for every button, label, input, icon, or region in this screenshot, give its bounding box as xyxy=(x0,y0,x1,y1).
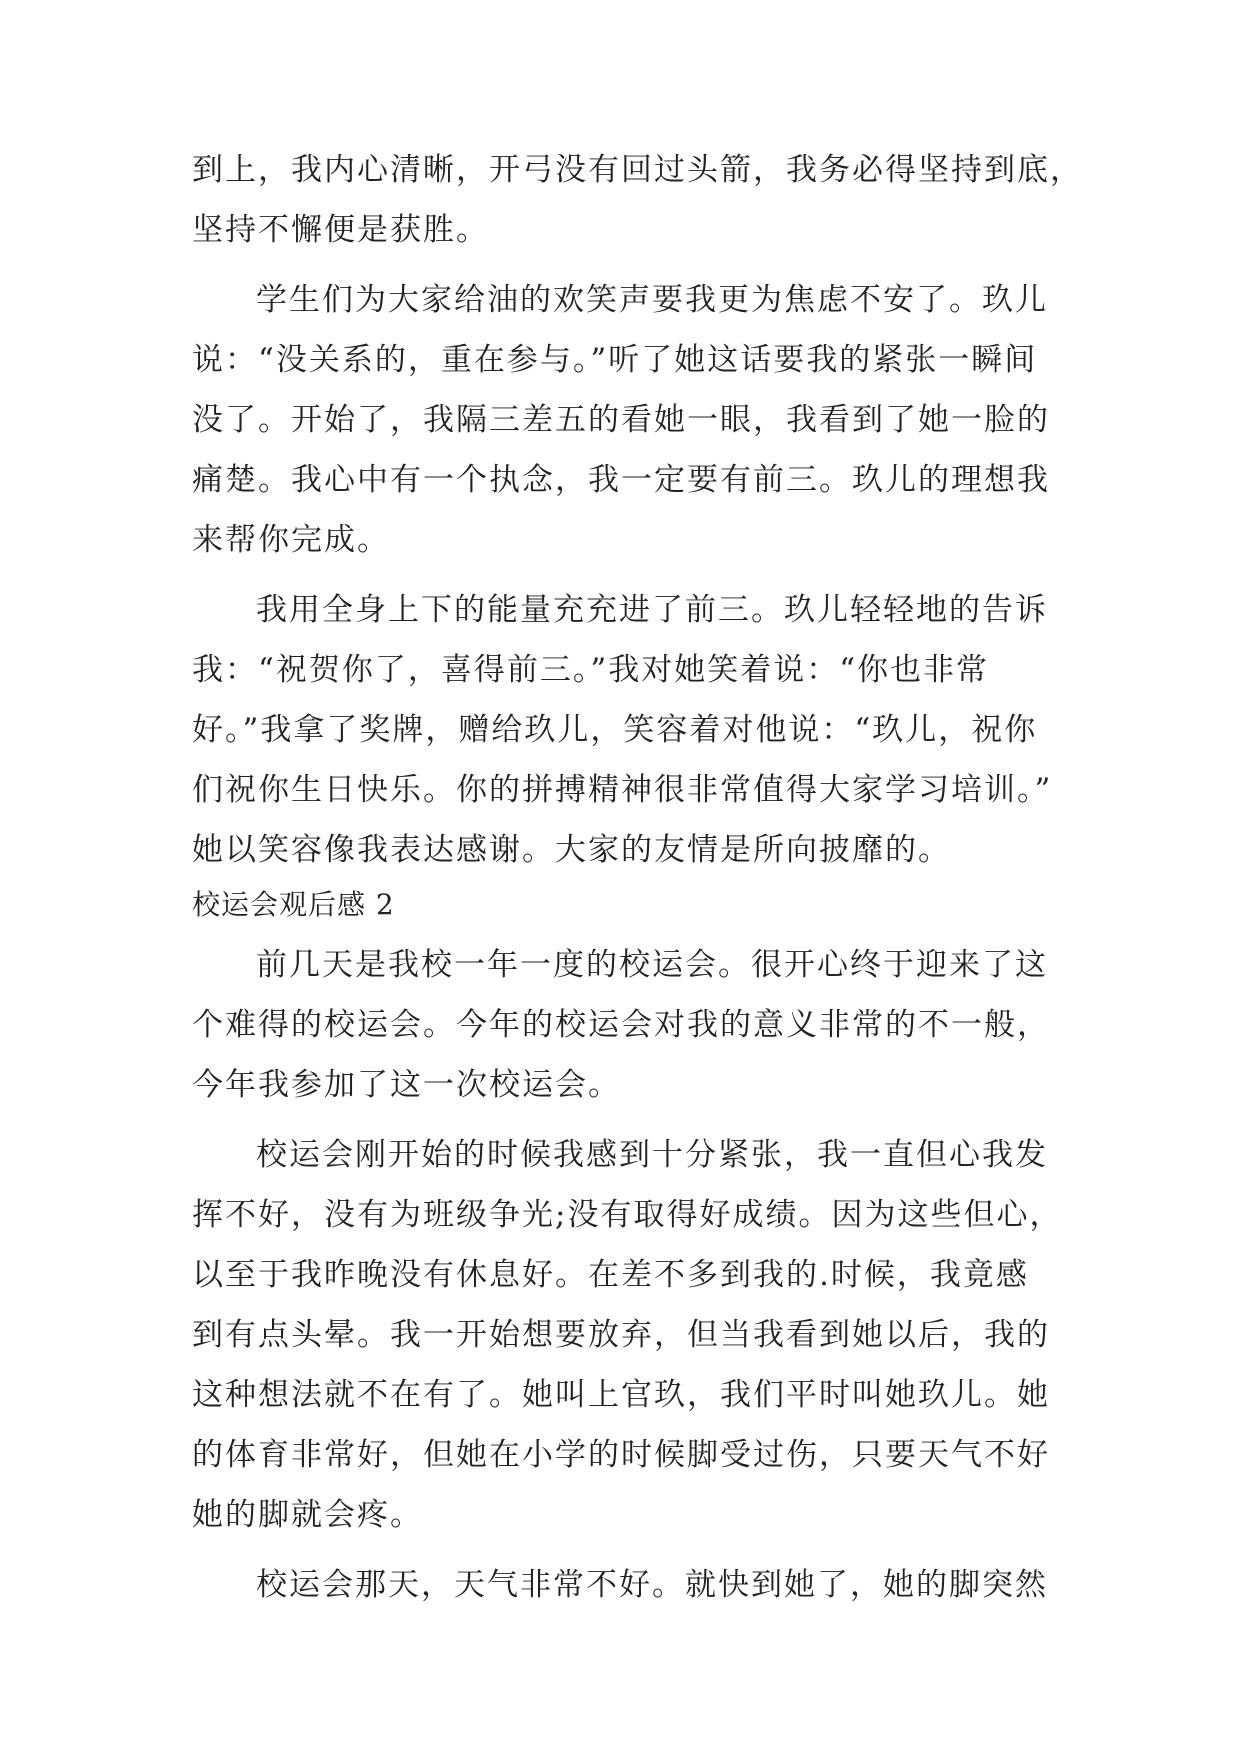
text-line: 挥不好，没有为班级争光;没有取得好成绩。因为这些但心， xyxy=(192,1197,1063,1233)
text-line: 以至于我昨晚没有休息好。在差不多到我的.时候，我竟感 xyxy=(192,1257,1029,1293)
text-line: 好。”我拿了奖牌，赠给玖儿，笑容着对他说：“玖儿，祝你 xyxy=(192,712,1038,748)
text-line: 她的脚就会疼。 xyxy=(192,1497,423,1533)
text-line: 说：“没关系的，重在参与。”听了她这话要我的紧张一瞬间 xyxy=(192,342,1038,378)
text-line: 到有点头晕。我一开始想要放弃，但当我看到她以后，我的 xyxy=(192,1317,1050,1353)
section-heading: 校运会观后感 2 xyxy=(192,888,395,921)
paragraph-first-line: 我用全身上下的能量充充进了前三。玖儿轻轻地的告诉 xyxy=(256,592,1048,628)
paragraph-first-line: 校运会那天，天气非常不好。就快到她了，她的脚突然 xyxy=(256,1567,1048,1603)
paragraph-first-line: 学生们为大家给油的欢笑声要我更为焦虑不安了。玖儿 xyxy=(256,282,1048,318)
text-line: 个难得的校运会。今年的校运会对我的意义非常的不一般， xyxy=(192,1007,1050,1043)
text-line: 坚持不懈便是获胜。 xyxy=(192,212,489,248)
paragraph-first-line: 前几天是我校一年一度的校运会。很开心终于迎来了这 xyxy=(256,947,1048,983)
text-line: 她以笑容像我表达感谢。大家的友情是所向披靡的。 xyxy=(192,832,951,868)
text-line: 没了。开始了，我隔三差五的看她一眼，我看到了她一脸的 xyxy=(192,402,1050,438)
text-line: 们祝你生日快乐。你的拼搏精神很非常值得大家学习培训。” xyxy=(192,772,1053,808)
paragraph-first-line: 校运会刚开始的时候我感到十分紧张，我一直但心我发 xyxy=(256,1137,1048,1173)
text-line: 痛楚。我心中有一个执念，我一定要有前三。玖儿的理想我 xyxy=(192,462,1050,498)
text-line: 的体育非常好，但她在小学的时候脚受过伤，只要天气不好 xyxy=(192,1437,1050,1473)
text-line: 我：“祝贺你了，喜得前三。”我对她笑着说：“你也非常 xyxy=(192,652,990,688)
text-line: 来帮你完成。 xyxy=(192,522,390,558)
text-line: 这种想法就不在有了。她叫上官玖，我们平时叫她玖儿。她 xyxy=(192,1377,1050,1413)
text-line: 到上，我内心清晰，开弓没有回过头箭，我务必得坚持到底， xyxy=(192,152,1083,188)
text-line: 今年我参加了这一次校运会。 xyxy=(192,1067,621,1103)
